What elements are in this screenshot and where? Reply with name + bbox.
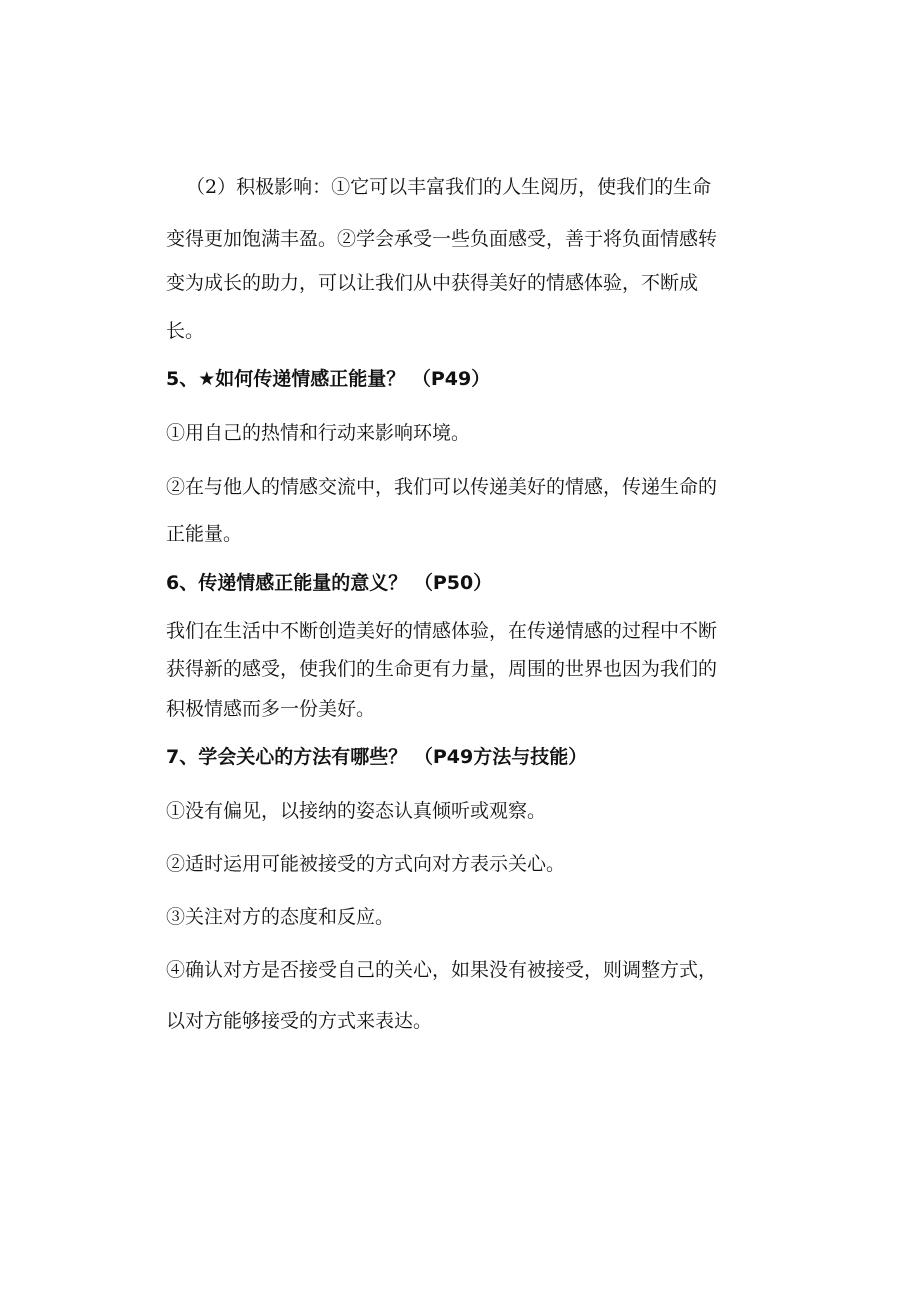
- section-heading-6: 6、传递情感正能量的意义？ （P50）: [166, 572, 493, 594]
- list-item: 正能量。: [166, 523, 243, 545]
- list-item: ④确认对方是否接受自己的关心，如果没有被接受，则调整方式，: [166, 959, 718, 981]
- list-item: 以对方能够接受的方式来表达。: [166, 1010, 433, 1032]
- section-heading-7: 7、学会关心的方法有哪些？ （P49方法与技能）: [166, 746, 588, 768]
- list-item: ③关注对方的态度和反应。: [166, 906, 395, 928]
- paragraph-line: 变为成长的助力，可以让我们从中获得美好的情感体验，不断成: [166, 272, 699, 294]
- paragraph-line: 变得更加饱满丰盈。②学会承受一些负面感受，善于将负面情感转: [166, 228, 718, 250]
- list-item: ②在与他人的情感交流中，我们可以传递美好的情感，传递生命的: [166, 476, 718, 498]
- paragraph-line: 获得新的感受，使我们的生命更有力量，周围的世界也因为我们的: [166, 658, 718, 680]
- paragraph-line: 积极情感而多一份美好。: [166, 698, 376, 720]
- paragraph-line: （2）积极影响：①它可以丰富我们的人生阅历，使我们的生命: [186, 176, 712, 198]
- list-item: ②适时运用可能被接受的方式向对方表示关心。: [166, 853, 566, 875]
- section-heading-5: 5、★如何传递情感正能量？ （P49）: [166, 368, 491, 390]
- list-item: ①用自己的热情和行动来影响环境。: [166, 422, 471, 444]
- paragraph-line: 我们在生活中不断创造美好的情感体验，在传递情感的过程中不断: [166, 620, 718, 642]
- list-item: ①没有偏见，以接纳的姿态认真倾听或观察。: [166, 800, 547, 822]
- paragraph-line: 长。: [166, 320, 205, 342]
